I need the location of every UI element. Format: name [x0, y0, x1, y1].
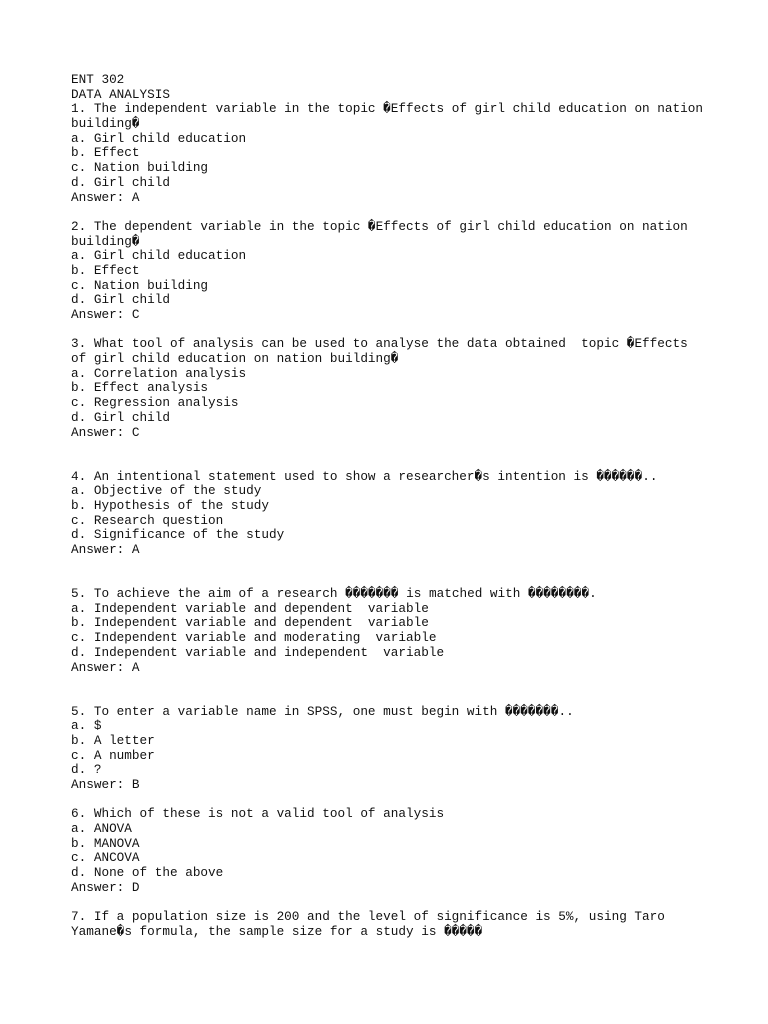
- question-text: of girl child education on nation building�: [71, 351, 399, 367]
- option: a. Independent variable and dependent variable: [71, 600, 429, 616]
- option: a. $: [71, 718, 102, 734]
- option: c. A number: [71, 747, 155, 763]
- option: d. ?: [71, 762, 102, 778]
- answer: Answer: A: [71, 189, 140, 205]
- option: b. Effect: [71, 145, 140, 161]
- option: c. Independent variable and moderating variable: [71, 630, 437, 646]
- option: c. Research question: [71, 512, 224, 528]
- option: d. None of the above: [71, 865, 224, 881]
- question-text: 6. Which of these is not a valid tool of analysis: [71, 806, 445, 822]
- answer: Answer: A: [71, 659, 140, 675]
- question-text: 3. What tool of analysis can be used to analyse the data obtained topic �Effects: [71, 336, 688, 352]
- option: b. Effect: [71, 262, 140, 278]
- question-text: 1. The independent variable in the topic �Effects of girl child education on nation: [71, 101, 703, 117]
- document-page: [71, 73, 721, 940]
- option: a. Objective of the study: [71, 483, 262, 499]
- course-title: DATA ANALYSIS: [71, 86, 170, 102]
- question-text: building�: [71, 116, 140, 132]
- question-text: 4. An intentional statement used to show a researcher�s intention is ������..: [71, 468, 658, 484]
- answer: Answer: A: [71, 542, 140, 558]
- question-text: 7. If a population size is 200 and the level of significance is 5%, using Taro: [71, 909, 665, 925]
- option: d. Girl child: [71, 174, 170, 190]
- option: a. Correlation analysis: [71, 365, 247, 381]
- question-text: 5. To enter a variable name in SPSS, one must begin with �������..: [71, 703, 574, 719]
- answer: Answer: C: [71, 424, 140, 440]
- option: b. A letter: [71, 732, 155, 748]
- option: d. Independent variable and independent variable: [71, 644, 445, 660]
- option: b. Hypothesis of the study: [71, 497, 269, 513]
- option: a. Girl child education: [71, 248, 247, 264]
- course-code: ENT 302: [71, 72, 125, 87]
- option: d. Significance of the study: [71, 527, 285, 543]
- option: d. Girl child: [71, 409, 170, 425]
- question-text: 2. The dependent variable in the topic �Effects of girl child education on nation: [71, 218, 688, 234]
- option: c. Nation building: [71, 160, 209, 176]
- question-text: 5. To achieve the aim of a research ������� is matched with ��������.: [71, 586, 597, 602]
- option: b. Independent variable and dependent variable: [71, 615, 429, 631]
- option: a. ANOVA: [71, 821, 132, 837]
- answer: Answer: D: [71, 879, 140, 895]
- option: c. Regression analysis: [71, 395, 239, 411]
- answer: Answer: C: [71, 307, 140, 322]
- option: d. Girl child: [71, 292, 170, 308]
- answer: Answer: B: [71, 777, 140, 793]
- option: c. Nation building: [71, 277, 209, 293]
- option: b. MANOVA: [71, 835, 140, 851]
- option: c. ANCOVA: [71, 850, 140, 866]
- option: b. Effect analysis: [71, 380, 209, 396]
- option: a. Girl child education: [71, 130, 247, 146]
- question-text: Yamane�s formula, the sample size for a study is �����: [71, 923, 483, 939]
- question-text: building�: [71, 233, 140, 249]
